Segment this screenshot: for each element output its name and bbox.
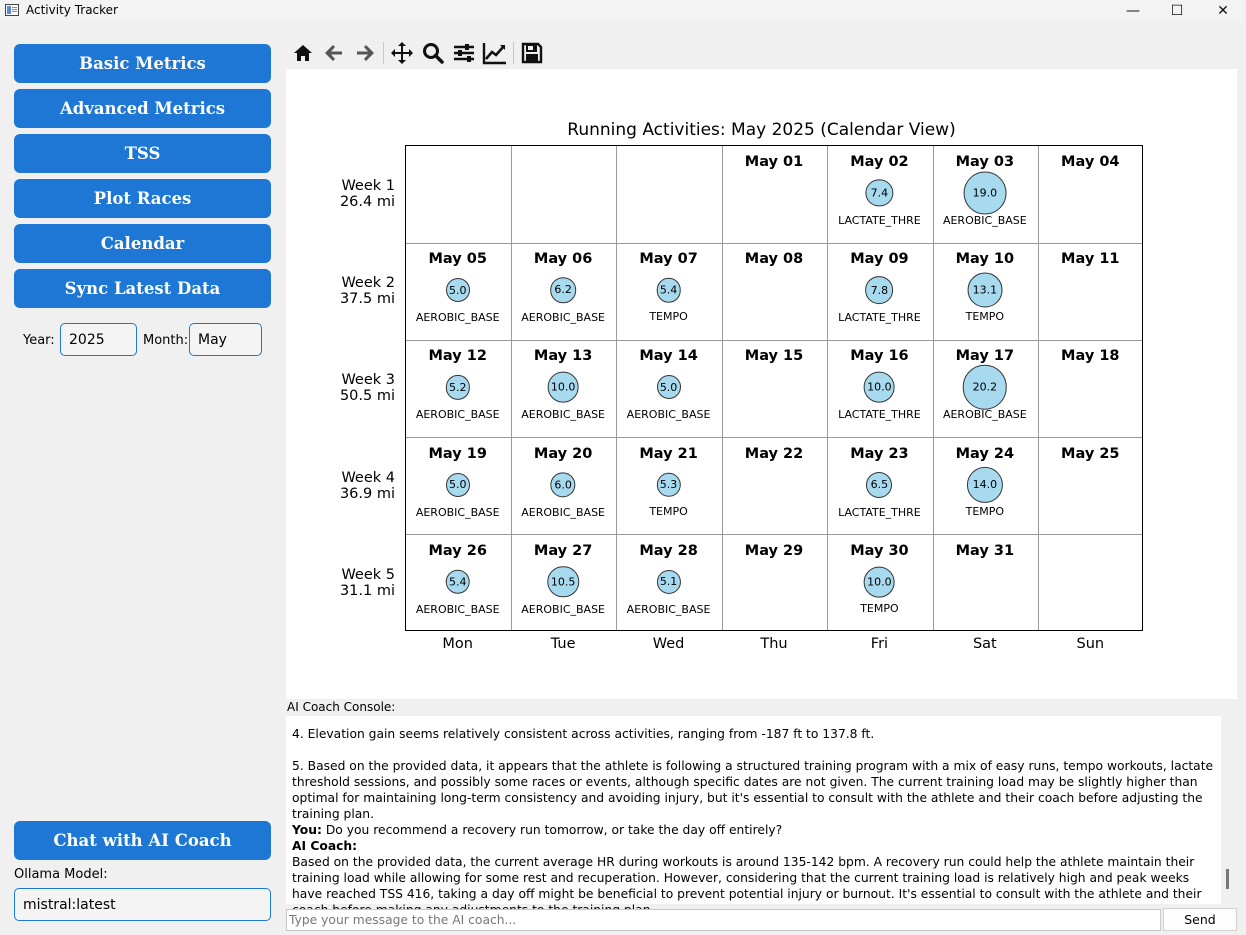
day-date: May 19 <box>428 445 487 462</box>
workout-type-label: LACTATE_THRE <box>838 311 921 325</box>
workout-type-label: AEROBIC_BASE <box>521 505 606 519</box>
close-button[interactable]: ✕ <box>1217 3 1229 19</box>
day-date: May 18 <box>1061 348 1120 365</box>
activity-bubble: 10.0 <box>864 566 895 597</box>
activity-bubble: 20.2 <box>963 365 1008 410</box>
day-of-week-label: Fri <box>870 636 889 652</box>
ollama-model-input[interactable]: mistral:latest <box>14 888 271 921</box>
day-date: May 02 <box>850 154 909 170</box>
workout-type-label: TEMPO <box>649 310 688 324</box>
workout-type-label: TEMPO <box>965 504 1005 518</box>
edit-axes-icon[interactable] <box>482 40 508 66</box>
year-input[interactable]: 2025 <box>60 323 137 356</box>
plot-races-button[interactable]: Plot Races <box>14 179 271 218</box>
activity-bubble: 5.1 <box>657 570 681 594</box>
title-bar <box>0 0 1243 22</box>
day-date: May 23 <box>850 445 909 462</box>
day-date: May 01 <box>744 154 804 170</box>
workout-type-label: LACTATE_THRE <box>838 505 921 519</box>
ollama-model-label: Ollama Model: <box>14 867 108 882</box>
day-date: May 28 <box>639 542 698 559</box>
activity-bubble: 13.1 <box>967 273 1002 308</box>
activity-bubble: 5.0 <box>446 278 470 302</box>
save-icon[interactable] <box>519 40 545 66</box>
day-of-week-label: Thu <box>760 636 788 652</box>
console-label: AI Coach Console: <box>287 700 396 714</box>
minimize-button[interactable]: — <box>1126 3 1140 19</box>
day-date: May 07 <box>639 251 698 268</box>
grid-column-line <box>616 146 617 630</box>
day-of-week-label: Mon <box>442 636 473 652</box>
day-date: May 06 <box>533 251 593 268</box>
pan-icon[interactable] <box>389 40 415 66</box>
day-of-week-label: Wed <box>652 636 685 652</box>
day-date: May 13 <box>533 348 593 365</box>
activity-bubble: 5.4 <box>656 278 681 303</box>
week-mileage: 37.5 mi <box>339 291 395 308</box>
send-button[interactable]: Send <box>1163 908 1237 931</box>
week-label <box>340 567 395 599</box>
sync-latest-data-button[interactable]: Sync Latest Data <box>14 269 271 308</box>
activity-bubble: 6.2 <box>550 277 576 303</box>
user-message <box>292 822 1215 838</box>
workout-type-label: AEROBIC_BASE <box>626 408 711 422</box>
week-mileage: 36.9 mi <box>339 485 395 502</box>
day-date: May 29 <box>744 542 804 559</box>
workout-type-label: TEMPO <box>860 601 899 615</box>
window-title: Activity Tracker <box>26 3 118 17</box>
calendar-button[interactable]: Calendar <box>14 224 271 263</box>
workout-type-label: AEROBIC_BASE <box>521 311 606 325</box>
workout-type-label: TEMPO <box>649 504 688 518</box>
month-input[interactable]: May <box>189 323 262 356</box>
you-label: You: <box>292 823 322 837</box>
console-line: 4. Elevation gain seems relatively consistent across activities, ranging from -187 ft to 137.8 ft. <box>292 727 875 741</box>
day-date: May 05 <box>428 251 487 268</box>
week-name: Week 2 <box>341 275 395 292</box>
day-date: May 25 <box>1061 445 1120 462</box>
workout-type-label: AEROBIC_BASE <box>942 214 1027 227</box>
console-line: 5. Based on the provided data, it appears that the athlete is following a structured training program with a mix of easy runs, tempo workouts, lactate threshold sessions, and possibly some races or events, although specific dates are not given. The current training load may be slightly higher than optimal for maintaining long-term consistency and avoiding injury, but it's essential to consult with the athlete and their coach before adjusting the training plan. <box>292 759 1214 821</box>
configure-icon[interactable] <box>451 40 477 66</box>
console-scrollbar[interactable] <box>1221 716 1237 904</box>
grid-row-line <box>406 340 1142 341</box>
day-date: May 26 <box>428 542 487 559</box>
workout-type-label: AEROBIC_BASE <box>415 311 500 325</box>
grid-row-line <box>406 534 1142 535</box>
week-name: Week 4 <box>341 469 395 486</box>
workout-type-label: AEROBIC_BASE <box>521 602 606 616</box>
day-date: May 03 <box>955 154 1015 170</box>
day-date: May 21 <box>639 445 698 462</box>
activity-bubble: 7.4 <box>866 179 893 206</box>
activity-bubble: 7.8 <box>866 276 894 304</box>
coach-message: Based on the provided data, the current average HR during workouts is around 135-142 bpm. A recovery run could help the athlete maintain their training load while allowing for some rest and recuperation. However, considering that the current training load is relatively high and peak weeks have reached TSS 416, taking a day off might be beneficial to prevent potential injury or burnout. It's essential to consult with the athlete and their <box>292 855 1202 901</box>
app-icon <box>5 4 19 16</box>
day-date: May 22 <box>744 445 804 462</box>
grid-column-line <box>933 146 934 630</box>
grid-column-line <box>511 146 512 630</box>
console-scrollbar-thumb[interactable] <box>1226 869 1229 889</box>
month-label: Month: <box>143 333 189 348</box>
chart-title: Running Activities: May 2025 (Calendar View) <box>567 120 956 140</box>
day-date: May 12 <box>428 348 487 365</box>
grid-column-line <box>1038 146 1039 630</box>
activity-bubble: 5.2 <box>446 375 470 399</box>
forward-icon[interactable] <box>352 40 378 66</box>
workout-type-label: AEROBIC_BASE <box>415 408 500 422</box>
workout-type-label: TEMPO <box>965 310 1005 324</box>
activity-bubble: 14.0 <box>967 467 1003 503</box>
grid-row-line <box>406 243 1142 244</box>
workout-type-label: AEROBIC_BASE <box>626 602 711 616</box>
workout-type-label: LACTATE_THRE <box>838 408 921 422</box>
week-mileage: 50.5 mi <box>339 388 395 405</box>
year-label: Year: <box>23 333 55 348</box>
zoom-icon[interactable] <box>420 40 446 66</box>
day-date: May 08 <box>744 251 804 268</box>
activity-bubble: 5.3 <box>656 472 680 496</box>
day-of-week-label: Sun <box>1076 636 1105 652</box>
coach-label: AI Coach: <box>292 839 358 853</box>
day-of-week-label: Tue <box>550 636 576 652</box>
day-date: May 15 <box>744 348 804 365</box>
day-date: May 04 <box>1061 154 1120 170</box>
day-date: May 09 <box>850 251 909 268</box>
chat-input[interactable]: Type your message to the AI coach... <box>286 909 1161 931</box>
week-name: Week 3 <box>341 372 395 389</box>
day-date: May 20 <box>533 445 593 462</box>
week-name: Week 5 <box>341 566 395 583</box>
tss-button[interactable]: TSS <box>14 134 271 173</box>
ai-coach-console <box>286 716 1221 904</box>
calendar-plot <box>286 69 1237 699</box>
day-date: May 27 <box>533 542 593 559</box>
week-label <box>340 178 395 210</box>
chat-with-ai-coach-button[interactable]: Chat with AI Coach <box>14 821 271 860</box>
workout-type-label: AEROBIC_BASE <box>942 408 1027 422</box>
grid-column-line <box>827 146 828 630</box>
activity-bubble: 5.0 <box>657 375 681 399</box>
week-label <box>340 372 395 404</box>
workout-type-label: AEROBIC_BASE <box>415 602 500 616</box>
week-label <box>340 470 395 502</box>
week-mileage: 31.1 mi <box>339 582 395 599</box>
activity-bubble: 10.0 <box>548 372 579 403</box>
basic-metrics-button[interactable]: Basic Metrics <box>14 44 271 83</box>
day-date: May 24 <box>955 445 1015 462</box>
week-mileage: 26.4 mi <box>339 194 395 210</box>
activity-bubble: 19.0 <box>963 172 1006 215</box>
week-name: Week 1 <box>341 178 395 194</box>
user-message-text: Do you recommend a recovery run tomorrow, or take the day off entirely? <box>321 823 783 837</box>
home-icon[interactable] <box>290 40 316 66</box>
day-date: May 17 <box>955 348 1015 365</box>
maximize-button[interactable]: ☐ <box>1170 3 1184 19</box>
day-date: May 11 <box>1061 251 1120 268</box>
day-date: May 14 <box>639 348 698 365</box>
activity-bubble: 5.0 <box>446 473 470 497</box>
day-date: May 31 <box>955 542 1015 559</box>
advanced-metrics-button[interactable]: Advanced Metrics <box>14 89 271 128</box>
day-date: May 30 <box>850 542 909 559</box>
coach-label-line <box>292 838 1215 854</box>
workout-type-label: AEROBIC_BASE <box>521 408 606 422</box>
activity-bubble: 6.5 <box>866 472 892 498</box>
day-of-week-label: Sat <box>972 636 997 652</box>
back-icon[interactable] <box>321 40 347 66</box>
day-date: May 16 <box>850 348 909 365</box>
day-date: May 10 <box>955 251 1015 268</box>
workout-type-label: AEROBIC_BASE <box>415 505 500 519</box>
activity-bubble: 6.0 <box>550 472 575 497</box>
grid-column-line <box>722 146 723 630</box>
grid-row-line <box>406 437 1142 438</box>
activity-bubble: 5.4 <box>445 570 470 595</box>
workout-type-label: LACTATE_THRE <box>838 214 921 227</box>
activity-bubble: 10.0 <box>864 372 895 403</box>
activity-bubble: 10.5 <box>547 566 578 597</box>
week-label <box>340 275 395 307</box>
